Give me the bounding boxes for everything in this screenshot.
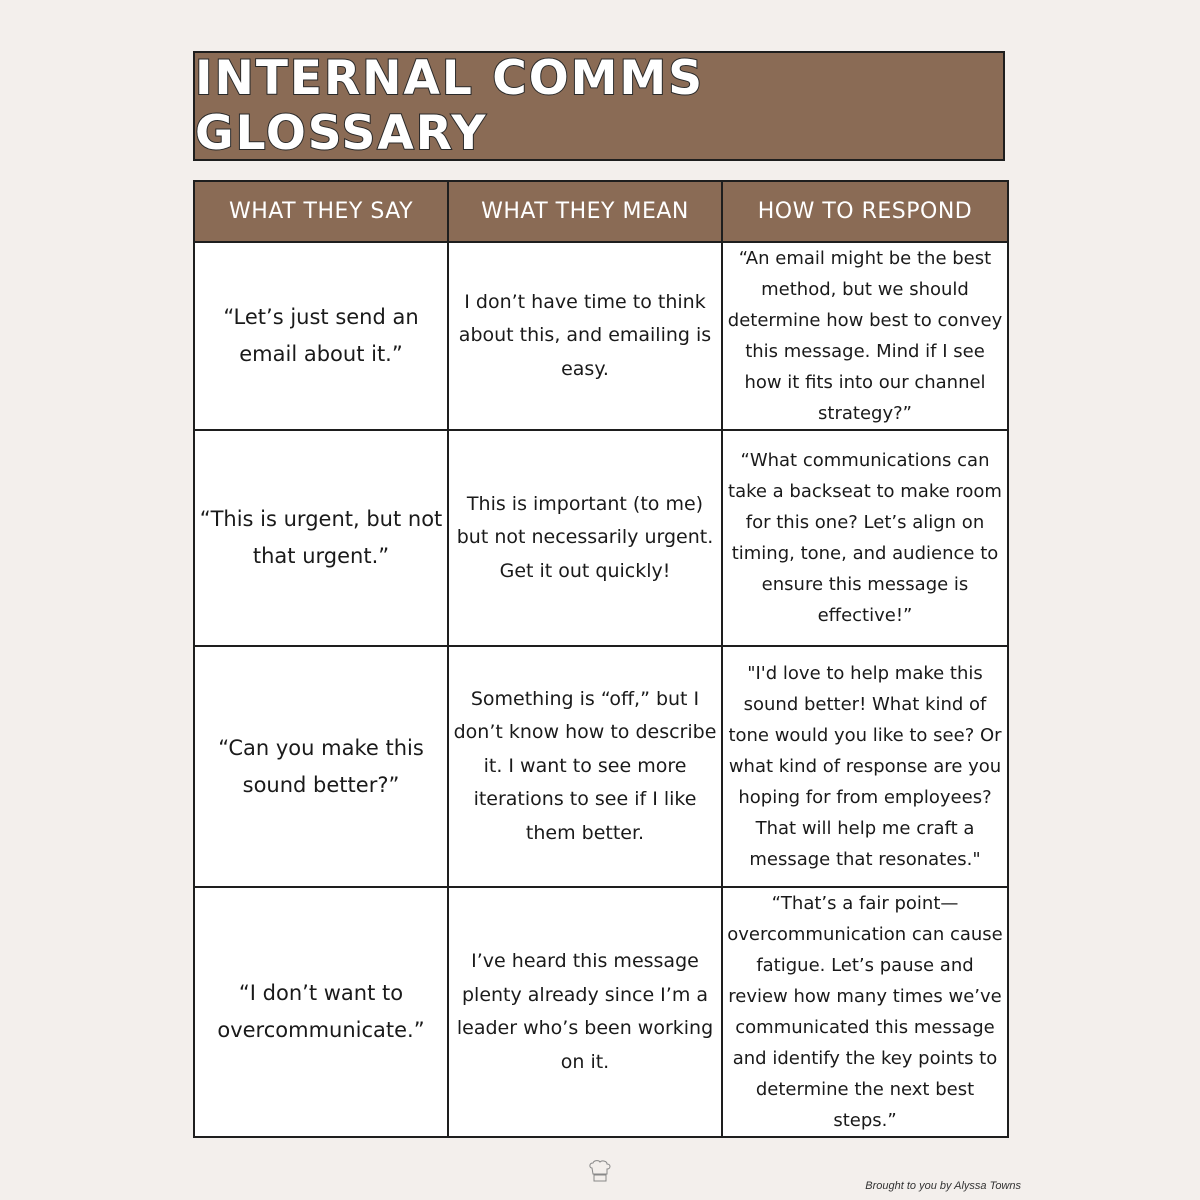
respond-cell: "I'd love to help make this sound better! What kind of tone would you like to see? Or what kind of response are you hoping for from employees? That will help me craft a message that resonates." [722,646,1008,887]
mean-cell: Something is “off,” but I don’t know how to describe it. I want to see more iterations to see if I like them better. [448,646,722,887]
say-cell: “Can you make this sound better?” [194,646,448,887]
mean-cell: I don’t have time to think about this, and emailing is easy. [448,242,722,430]
table-row [194,887,1008,1137]
say-cell: “Let’s just send an email about it.” [194,242,448,430]
logo [583,1158,617,1186]
header-row [194,181,1008,242]
respond-cell: “What communications can take a backseat to make room for this one? Let’s align on timing, tone, and audience to ensure this message is effective!” [722,430,1008,646]
table-row [194,242,1008,430]
column-header-what-they-say: WHAT THEY SAY [194,181,448,242]
column-header-how-to-respond: HOW TO RESPOND [722,181,1008,242]
respond-cell: “An email might be the best method, but we should determine how best to convey this message. Mind if I see how it fits into our channel strategy?” [722,242,1008,430]
table-row [194,646,1008,887]
page-title: INTERNAL COMMS GLOSSARY [195,51,705,161]
respond-cell: “That’s a fair point—overcommunication can cause fatigue. Let’s pause and review how many times we’ve communicated this message and identify the key points to determine the next best steps.” [722,887,1008,1137]
glossary-table [193,180,1009,1138]
chef-hat-logo-icon [585,1158,615,1186]
credit-text: Brought to you by Alyssa Towns [865,1180,1021,1192]
say-cell: “I don’t want to overcommunicate.” [194,887,448,1137]
column-header-what-they-mean: WHAT THEY MEAN [448,181,722,242]
mean-cell: I’ve heard this message plenty already since I’m a leader who’s been working on it. [448,887,722,1137]
say-cell: “This is urgent, but not that urgent.” [194,430,448,646]
table-row [194,430,1008,646]
title-banner [193,51,1005,161]
mean-cell: This is important (to me) but not necessarily urgent. Get it out quickly! [448,430,722,646]
